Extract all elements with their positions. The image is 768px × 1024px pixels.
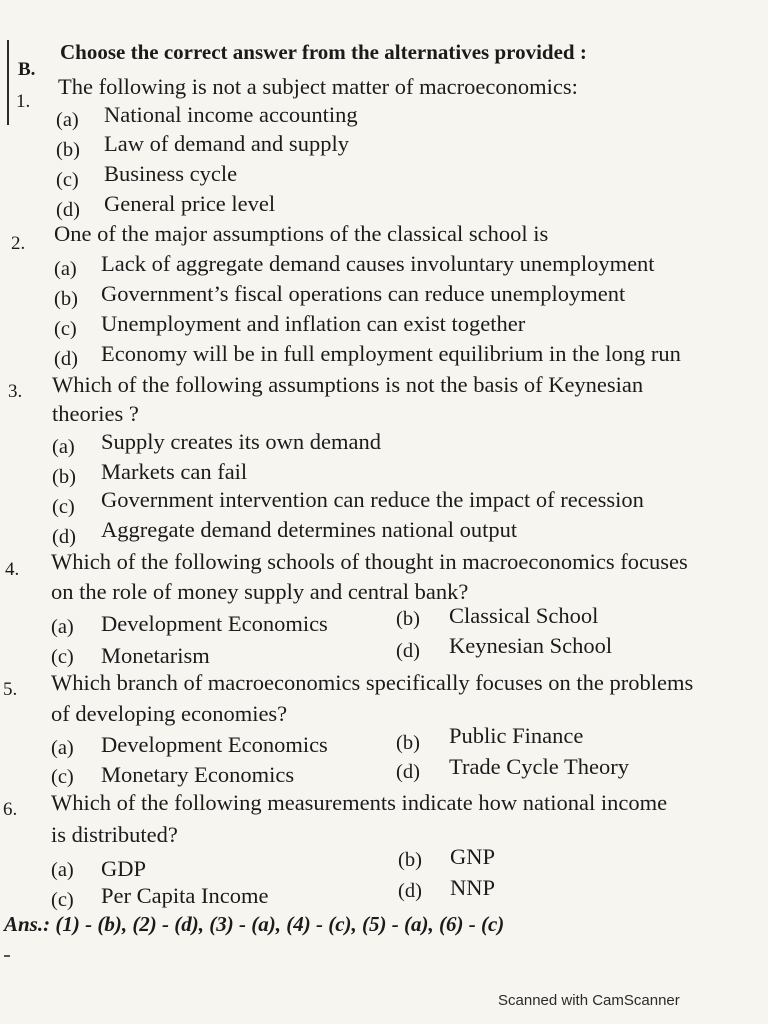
option-text: Law of demand and supply (104, 131, 349, 156)
option-text: Aggregate demand determines national output (101, 517, 518, 542)
option-text: Development Economics (101, 732, 328, 757)
option-text: Government intervention can reduce the impact of recession (101, 487, 644, 512)
margin-line (7, 40, 9, 125)
option-text: Markets can fail (101, 459, 248, 484)
option-text: Government’s fiscal operations can reduce unemployment (101, 281, 626, 306)
option-text: Public Finance (449, 723, 584, 748)
section-heading: Choose the correct answer from the alternatives provided : (60, 40, 587, 64)
question-text: The following is not a subject matter of macroeconomics: (58, 74, 578, 99)
question-text: on the role of money supply and central bank? (51, 579, 469, 604)
question-text: Which of the following assumptions is not the basis of Keynesian (52, 372, 644, 397)
option-text: Supply creates its own demand (101, 429, 381, 454)
option-text: Keynesian School (449, 633, 613, 658)
option-text: Lack of aggregate demand causes involuntary unemployment (101, 251, 655, 276)
option-text: Unemployment and inflation can exist together (101, 311, 526, 336)
question-number: 4. (5, 559, 20, 580)
option-text: Development Economics (101, 611, 328, 636)
option-label: (d) (396, 640, 420, 662)
option-label: (a) (51, 616, 74, 638)
question-number: 1. (16, 91, 31, 112)
option-label: (c) (51, 646, 74, 668)
option-label: (a) (51, 737, 74, 759)
option-label: (d) (54, 348, 78, 370)
option-label: (b) (52, 466, 76, 488)
question-number: 3. (8, 381, 23, 402)
option-label: (b) (56, 139, 80, 161)
option-label: (a) (51, 859, 74, 881)
option-text: Monetary Economics (101, 762, 295, 787)
divider (4, 955, 10, 957)
option-label: (d) (52, 526, 76, 548)
option-text: Per Capita Income (101, 883, 269, 908)
question-number: 5. (3, 679, 18, 700)
scanner-watermark: Scanned with CamScanner (498, 992, 680, 1009)
answer-key: Ans.: (1) - (b), (2) - (d), (3) - (a), (4) - (c), (5) - (a), (6) - (c) (4, 912, 505, 936)
question-text: Which branch of macroeconomics specifically focuses on the problems (51, 670, 694, 695)
option-label: (c) (51, 766, 74, 788)
option-text: Classical School (449, 603, 599, 628)
question-text: Which of the following schools of thought in macroeconomics focuses (51, 549, 688, 574)
option-label: (b) (398, 849, 422, 871)
option-text: National income accounting (104, 102, 358, 127)
option-text: General price level (104, 191, 276, 216)
option-text: Economy will be in full employment equilibrium in the long run (101, 341, 681, 366)
option-label: (c) (54, 318, 77, 340)
option-text: NNP (450, 875, 496, 900)
option-label: (d) (56, 199, 80, 221)
question-text: theories ? (52, 401, 139, 426)
option-label: (a) (56, 109, 79, 131)
question-text: of developing economies? (51, 701, 288, 726)
option-label: (b) (54, 288, 78, 310)
question-number: 6. (3, 799, 18, 820)
option-label: (a) (52, 436, 75, 458)
question-text: One of the major assumptions of the classical school is (54, 221, 549, 246)
option-text: GDP (101, 856, 147, 881)
section-label: B. (18, 59, 36, 80)
option-label: (d) (396, 761, 420, 783)
option-label: (c) (52, 496, 75, 518)
option-text: Trade Cycle Theory (449, 754, 629, 779)
option-label: (d) (398, 880, 422, 902)
option-label: (c) (56, 169, 79, 191)
question-text: Which of the following measurements indicate how national income (51, 790, 668, 815)
option-text: Monetarism (101, 643, 210, 668)
option-label: (c) (51, 889, 74, 911)
question-number: 2. (11, 233, 26, 254)
option-text: GNP (450, 844, 496, 869)
option-label: (b) (396, 608, 420, 630)
option-label: (a) (54, 258, 77, 280)
option-text: Business cycle (104, 161, 238, 186)
option-label: (b) (396, 732, 420, 754)
question-text: is distributed? (51, 822, 178, 847)
